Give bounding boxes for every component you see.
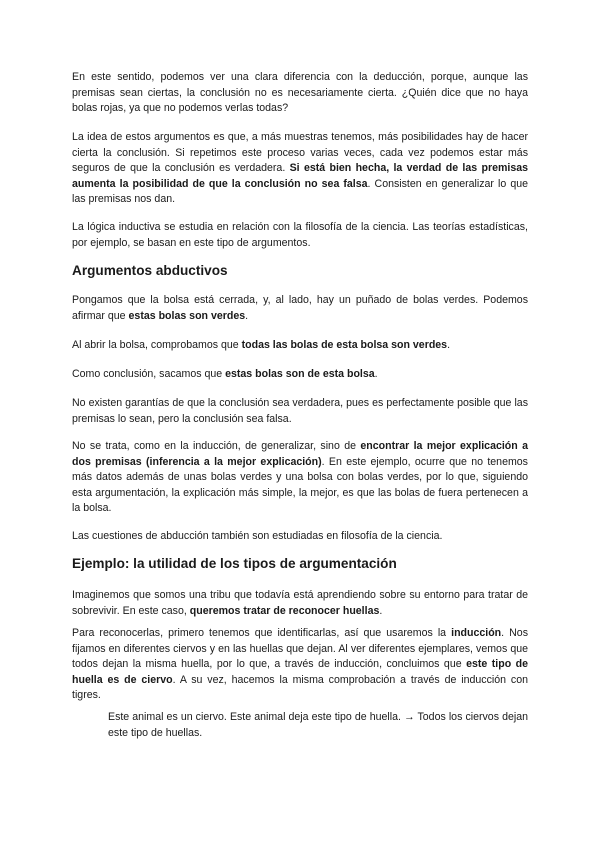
paragraph-deduction-difference — [72, 70, 528, 117]
text-run: La lógica inductiva se estudia en relación con la filosofía de la ciencia. Las teorías estadísticas, por ejemplo, se basan en este tipo de argumentos. — [72, 221, 528, 249]
text-run: Las cuestiones de abducción también son estudiadas en filosofía de la ciencia. — [72, 530, 443, 542]
paragraph-inductive-logic — [72, 220, 528, 251]
section-heading-example: Ejemplo: la utilidad de los tipos de argumentación — [72, 556, 397, 571]
text-run: En este sentido, podemos ver una clara diferencia con la deducción, porque, aunque las premisas sean ciertas, la conclusión no es necesariamente cierta. ¿Quién dice que no haya bolas rojas, ya que no podemos verlas todas? — [72, 71, 528, 115]
text-run: . En este ejemplo, ocurre que no tenemos más datos además de unas bolas verdes y una bolsa con bolas verdes, por lo que, siguiendo esta argumentación, la explicación más simple, la mejor, es que las bolas de fuera pertenecen a la bolsa. — [72, 455, 528, 515]
bold-run: queremos tratar de reconocer huellas — [189, 604, 380, 617]
text-run: No se trata, como en la inducción, de generalizar, sino de — [72, 440, 361, 452]
text-run: Pongamos que la bolsa está cerrada, y, al lado, hay un puñado de bolas verdes. Podemos afirmar que — [72, 294, 528, 322]
text-run: . Nos fijamos en diferentes ciervos y en las huellas que dejan. Al ver diferentes ejemplares, vemos que todos dejan la misma huella, por lo que, a través de inducción, concluimos que — [72, 627, 528, 671]
text-run: . — [379, 604, 383, 617]
text-run: . — [374, 368, 378, 380]
text-run: Al abrir la bolsa, comprobamos que — [72, 339, 242, 351]
text-run: Imaginemos que somos una tribu que todavía está aprendiendo sobre su entorno para tratar de sobrevivir. En este caso, — [72, 589, 528, 617]
indented-example-quote: Este animal es un ciervo. Este animal deja este tipo de huella. → Todos los ciervos dejan este tipo de huellas. — [108, 711, 528, 739]
section-heading-abductive: Argumentos abductivos — [72, 263, 228, 278]
text-run: La idea de estos argumentos es que, a más muestras tenemos, más posibilidades hay de hacer cierta la conclusión. Si repetimos este proceso varias veces, cada vez podemos estar más seguros de que la conclusión es verdadera. — [72, 131, 528, 175]
text-run: . — [245, 309, 249, 322]
paragraph-induction-idea — [72, 130, 528, 208]
bold-run: este tipo de huella es de ciervo — [72, 658, 528, 686]
text-run: Como conclusión, sacamos que — [72, 368, 226, 380]
paragraph-best-explanation — [72, 439, 528, 517]
bold-run: Si está bien hecha, la verdad de las premisas aumenta la posibilidad de que la conclusión no sea falsa — [72, 162, 528, 190]
paragraph-no-guarantees — [72, 396, 528, 427]
bold-run: estas bolas son de esta bolsa — [225, 368, 375, 380]
bold-run: todas las bolas de esta bolsa son verdes — [241, 339, 448, 351]
paragraph-open-bag — [72, 338, 528, 354]
bold-run: inducción — [451, 627, 502, 639]
paragraph-recognize-tracks — [72, 626, 528, 704]
paragraph-conclusion — [72, 367, 528, 383]
text-run: Para reconocerlas, primero tenemos que identificarlas, así que usaremos la — [72, 627, 452, 639]
text-run: No existen garantías de que la conclusión sea verdadera, pues es perfectamente posible que las premisas lo sean, pero la conclusión sea falsa. — [72, 397, 528, 425]
paragraph-closed-bag — [72, 293, 528, 324]
paragraph-abduction-philosophy — [72, 529, 528, 545]
paragraph-tribe — [72, 588, 528, 619]
text-run: . — [447, 339, 451, 351]
text-run: . Consisten en generalizar lo que las premisas nos dan. — [72, 177, 528, 206]
bold-run: encontrar la mejor explicación a dos premisas (inferencia a la mejor explicación) — [72, 440, 528, 468]
text-run: . A su vez, hacemos la misma comprobación a través de inducción con tigres. — [72, 673, 528, 702]
bold-run: estas bolas son verdes — [128, 309, 246, 322]
